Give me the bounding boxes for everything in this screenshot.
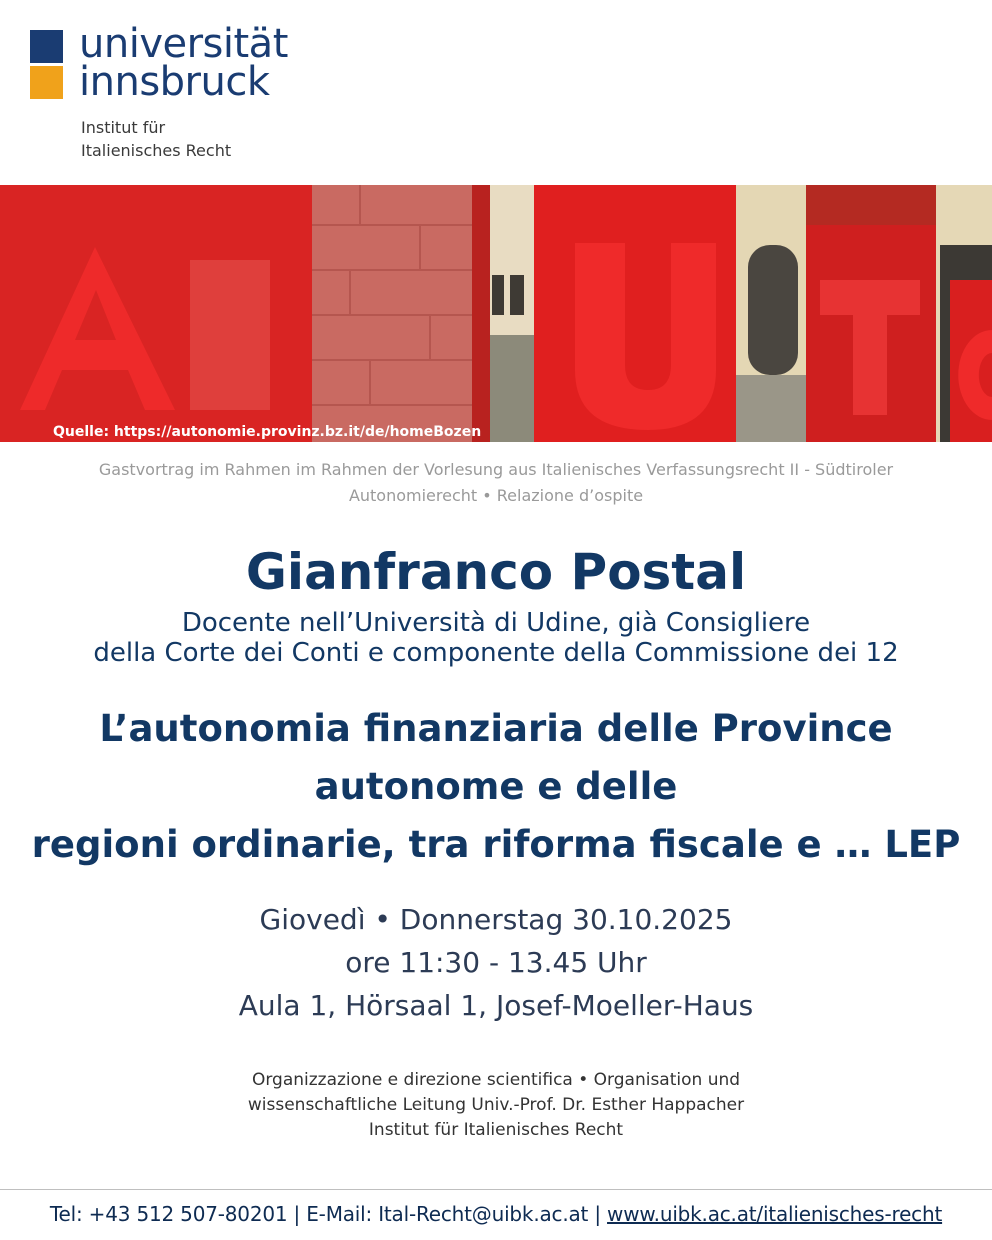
organization-info	[0, 1068, 992, 1143]
logo-orange-square	[30, 66, 63, 99]
talk-title-line-3: regioni ordinarie, tra riforma fiscale e … LEP	[31, 823, 961, 866]
contact-text: Tel: +43 512 507-80201 | E-Mail: Ital-Recht@uibk.ac.at |	[49, 1202, 608, 1226]
speaker-role-line-2: della Corte dei Conti e componente della Commissione dei 12	[93, 638, 899, 668]
footer-divider	[0, 1189, 992, 1190]
logo-word-universitaet: universität	[79, 21, 288, 67]
logo-word-innsbruck: innsbruck	[79, 59, 270, 105]
event-time: ore 11:30 - 13.45 Uhr	[345, 946, 647, 979]
event-details	[0, 898, 992, 1027]
banner-image	[0, 185, 992, 442]
event-location: Aula 1, Hörsaal 1, Josef-Moeller-Haus	[238, 989, 754, 1022]
organization-line-1: Organizzazione e direzione scientifica • Organisation und	[251, 1070, 741, 1090]
event-date: Giovedì • Donnerstag 30.10.2025	[259, 903, 733, 936]
website-link[interactable]: www.uibk.ac.at/italienisches-recht	[607, 1202, 943, 1226]
event-context: Gastvortrag im Rahmen im Rahmen der Vorlesung aus Italienisches Verfassungsrecht II - Südtiroler Autonomierecht • Relazione d’ospite	[98, 460, 894, 505]
organization-line-3: Institut für Italienisches Recht	[368, 1120, 624, 1140]
speaker-role	[0, 608, 992, 668]
speaker-name: Gianfranco Postal	[245, 543, 747, 601]
image-source-credit: Quelle: https://autonomie.provinz.bz.it/de/homeBozen	[53, 424, 482, 440]
logo-blue-square	[30, 30, 63, 63]
institute-name	[81, 116, 231, 162]
speaker-role-line-1: Docente nell’Università di Udine, già Consigliere	[181, 608, 811, 638]
institute-line-1: Institut für	[81, 118, 166, 137]
talk-title	[0, 700, 992, 874]
talk-title-line-2: autonome e delle	[314, 765, 678, 808]
organization-line-2: wissenschaftliche Leitung Univ.-Prof. Dr. Esther Happacher	[247, 1095, 745, 1115]
footer-contact	[0, 1199, 992, 1229]
institute-line-2: Italienisches Recht	[81, 141, 232, 160]
talk-title-line-1: L’autonomia finanziaria delle Province	[99, 707, 893, 750]
